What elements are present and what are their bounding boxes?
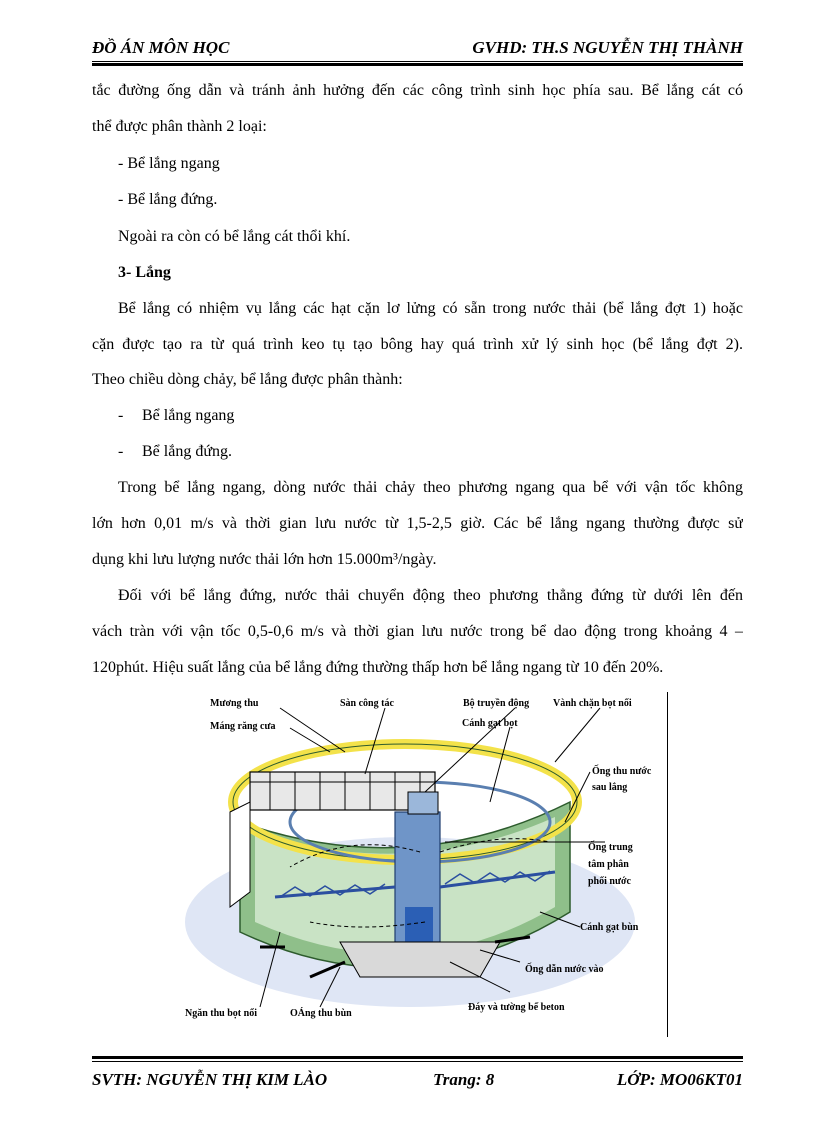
label-ngan-thu-bot: Ngăn thu bọt nổi	[185, 1008, 257, 1019]
label-ong-thu-nuoc: Ống thu nước	[592, 766, 652, 777]
label-muong-thu: Mương thu	[210, 698, 259, 709]
walkway-bridge	[250, 772, 435, 810]
footer-rule-thick	[92, 1056, 743, 1059]
paragraph-line: Theo chiều dòng chảy, bể lắng được phân thành:	[92, 371, 403, 388]
footer-class: LỚP: MO06KT01	[616, 1070, 743, 1089]
list-item: Bể lắng đứng.	[142, 443, 232, 460]
paragraph-line: thể được phân thành 2 loại:	[92, 118, 267, 135]
label-vanh-chan-bot: Vành chặn bọt nổi	[553, 698, 632, 709]
paragraph-line: lớn hơn 0,01 m/s và thời gian lưu nước từ 1,5-2,5 giờ. Các bể lắng ngang thường được sử	[92, 515, 743, 532]
page-footer	[92, 1066, 743, 1092]
label-canh-gat-bun: Cánh gạt bùn	[580, 922, 639, 933]
label-day-va-tuong: Đáy và tường bể beton	[468, 1002, 565, 1013]
label-ong-trung-tam-3: phối nước	[588, 876, 631, 887]
header-rule-thin	[92, 61, 743, 62]
page-header	[92, 34, 743, 60]
paragraph-line: cặn được tạo ra từ quá trình keo tụ tạo bông hay quá trình xử lý sinh học (bể lắng đợt 2).	[92, 336, 743, 353]
label-ong-dan-nuoc-vao: Ống dẫn nước vào	[525, 964, 604, 975]
list-item: - Bể lắng đứng.	[118, 191, 218, 208]
paragraph-line: dụng khi lưu lượng nước thải lớn hơn 15.000m³/ngày.	[92, 551, 437, 568]
header-course: ĐỒ ÁN MÔN HỌC	[92, 38, 230, 57]
footer-page-number: Trang: 8	[433, 1070, 495, 1089]
label-ong-thu-nuoc-2: sau lắng	[592, 782, 628, 793]
label-mang-rang-cua: Máng răng cưa	[210, 721, 276, 732]
label-ong-trung-tam: Ống trung	[588, 842, 633, 853]
figure-border-line	[667, 692, 668, 1037]
tank-base	[340, 942, 500, 977]
label-ong-trung-tam-2: tâm phân	[588, 859, 629, 870]
paragraph-line: Bể lắng có nhiệm vụ lắng các hạt cặn lơ lửng có sẵn trong nước thải (bể lắng đợt 1) hoặc	[118, 300, 743, 317]
paragraph-line: Ngoài ra còn có bể lắng cát thổi khí.	[118, 228, 351, 245]
paragraph-line: tắc đường ống dẫn và tránh ảnh hưởng đến các công trình sinh học phía sau. Bể lắng cát có	[92, 82, 743, 99]
label-san-cong-tac: Sàn công tác	[340, 698, 394, 709]
paragraph-line: 120phút. Hiệu suất lắng của bể lắng đứng thường thấp hơn bể lắng ngang từ 10 đến 20%.	[92, 659, 664, 676]
list-item: - Bể lắng ngang	[118, 155, 220, 172]
section-heading: 3- Lắng	[118, 264, 171, 281]
footer-rule-thin	[92, 1061, 743, 1062]
paragraph-line: Đối với bể lắng đứng, nước thải chuyển động theo phương thẳng đứng từ dưới lên đến	[118, 587, 743, 604]
clarifier-diagram	[180, 692, 666, 1030]
label-ong-thu-bun: OÁng thu bùn	[290, 1008, 352, 1019]
paragraph-line: Trong bể lắng ngang, dòng nước thải chảy theo phương ngang qua bể với vận tốc không	[118, 479, 743, 496]
label-canh-gat-bot: Cánh gạt bọt	[462, 718, 518, 729]
list-dash: -	[118, 443, 124, 460]
side-ladder	[230, 802, 250, 907]
footer-student: SVTH: NGUYỄN THỊ KIM LÀO	[92, 1070, 328, 1089]
drive-unit	[408, 792, 438, 814]
label-bo-truyen-dong: Bộ truyền động	[463, 698, 530, 709]
list-dash: -	[118, 407, 124, 424]
list-item: Bể lắng ngang	[142, 407, 235, 424]
header-advisor: GVHD: TH.S NGUYỄN THỊ THÀNH	[472, 38, 743, 57]
header-rule-thick	[92, 63, 743, 66]
paragraph-line: vách tràn với vận tốc 0,5-0,6 m/s và thời gian lưu nước trong bể dao động trong khoảng 4 –	[92, 623, 743, 640]
